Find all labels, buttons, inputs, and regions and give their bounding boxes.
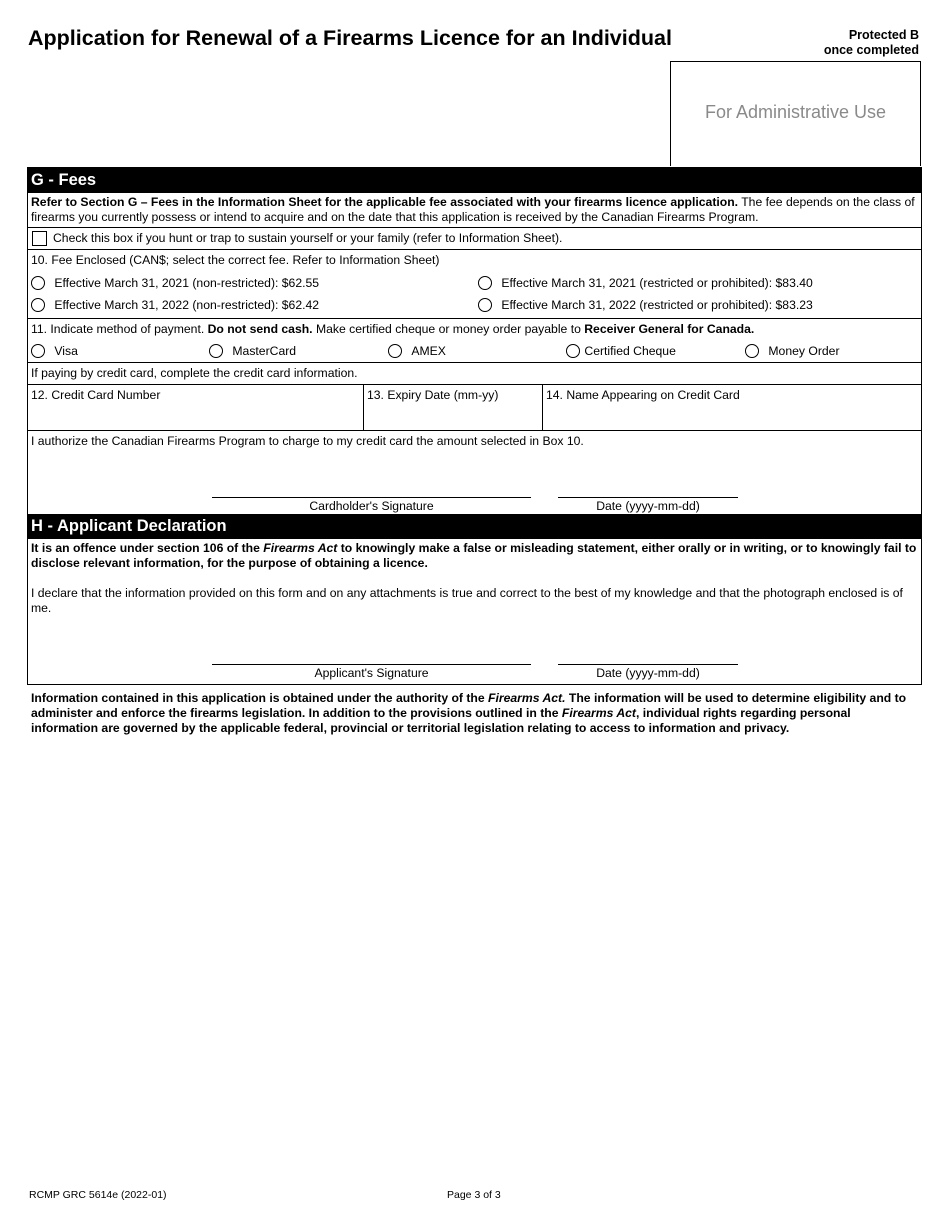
- fees-intro: [28, 193, 921, 228]
- payment-label-text-2: Make certified cheque or money order payable to: [312, 322, 585, 336]
- payment-option-visa[interactable]: [31, 344, 78, 359]
- payment-method-row: [28, 319, 921, 363]
- fee-option-label: Effective March 31, 2022 (non-restricted): $62.42: [54, 298, 320, 312]
- amex-radio[interactable]: [388, 344, 402, 358]
- mastercard-radio[interactable]: [209, 344, 223, 358]
- cardholder-signature-label: Cardholder's Signature: [309, 499, 434, 513]
- cardholder-signature-line[interactable]: [212, 497, 531, 498]
- cardholder-date-label: Date (yyyy-mm-dd): [596, 499, 700, 513]
- fee-option-2022-nonrestricted[interactable]: [31, 298, 319, 313]
- privacy-text-3: , individual rights regarding personal information are governed by the applicable federal, provincial or territorial legislation relating to access to information and privacy.: [31, 706, 851, 735]
- fee-radio-2021-restricted[interactable]: [478, 276, 492, 290]
- section-h-declaration: [27, 514, 922, 685]
- section-g-fees: [27, 167, 922, 519]
- fee-option-2021-nonrestricted[interactable]: [31, 276, 319, 291]
- protected-line-1: Protected B: [848, 28, 919, 42]
- applicant-signature-label: Applicant's Signature: [314, 666, 429, 680]
- applicant-date-line[interactable]: [558, 664, 738, 665]
- offence-text-b: to knowingly make a false or misleading statement, either orally or in writing, or to knowingly fail to disclose relevant information, for the purpose of obtaining a licence.: [31, 541, 917, 570]
- payment-method-label: [31, 322, 754, 337]
- certified-cheque-radio[interactable]: [566, 344, 580, 358]
- card-name-label: 14. Name Appearing on Credit Card: [546, 388, 740, 402]
- fee-option-2022-restricted[interactable]: [478, 298, 813, 313]
- credit-card-number-label: 12. Credit Card Number: [31, 388, 161, 402]
- credit-card-fields-row: [28, 385, 921, 431]
- section-h-header: H - Applicant Declaration: [28, 514, 921, 539]
- no-cash-warning: Do not send cash.: [207, 322, 313, 336]
- payment-option-mastercard[interactable]: [209, 344, 296, 359]
- payment-option-label: Money Order: [768, 344, 840, 358]
- cardholder-date-line[interactable]: [558, 497, 738, 498]
- form-code: RCMP GRC 5614e (2022-01): [29, 1189, 167, 1201]
- payment-option-label: MasterCard: [232, 344, 297, 358]
- declaration-body: [28, 539, 921, 684]
- fee-option-label: Effective March 31, 2021 (restricted or prohibited): $83.40: [501, 276, 813, 290]
- payment-option-label: Visa: [54, 344, 78, 358]
- payment-label-text: 11. Indicate method of payment.: [31, 322, 208, 336]
- fee-option-2021-restricted[interactable]: [478, 276, 813, 291]
- credit-card-note-row: [28, 363, 921, 385]
- payment-option-label: Certified Cheque: [584, 344, 676, 358]
- credit-card-number-field[interactable]: [28, 385, 364, 430]
- firearms-act-italic: Firearms Act: [263, 541, 338, 555]
- fee-radio-2022-restricted[interactable]: [478, 298, 492, 312]
- privacy-notice: [31, 691, 916, 736]
- expiry-date-field[interactable]: [364, 385, 543, 430]
- privacy-act-1: Firearms Act.: [488, 691, 566, 705]
- privacy-text-2: The information will be used to determine eligibility and to administer and enforce the firearms legislation. In addition to the provisions outlined in the: [31, 691, 907, 720]
- fee-option-label: Effective March 31, 2022 (restricted or prohibited): $83.23: [501, 298, 813, 312]
- authorization-text: I authorize the Canadian Firearms Program to charge to my credit card the amount selected in Box 10.: [31, 434, 584, 448]
- hunt-trap-checkbox[interactable]: [32, 231, 47, 246]
- card-name-field[interactable]: [543, 385, 921, 430]
- section-g-header: G - Fees: [28, 168, 921, 193]
- page-title: Application for Renewal of a Firearms Licence for an Individual: [28, 26, 672, 50]
- offence-text-a: It is an offence under section 106 of the: [31, 541, 264, 555]
- applicant-signature-line[interactable]: [212, 664, 531, 665]
- credit-card-note: If paying by credit card, complete the credit card information.: [31, 366, 358, 380]
- fee-radio-2021-nonrestricted[interactable]: [31, 276, 45, 290]
- payment-option-amex[interactable]: [388, 344, 446, 359]
- payment-option-label: AMEX: [411, 344, 446, 358]
- admin-use-box: [670, 61, 921, 166]
- fee-option-label: Effective March 31, 2021 (non-restricted): $62.55: [54, 276, 320, 290]
- applicant-date-label: Date (yyyy-mm-dd): [596, 666, 700, 680]
- fees-intro-text: The fee depends on the class of firearms you currently possess or intend to acquire and on the date that this application is received by the Canadian Firearms Program.: [31, 195, 915, 224]
- authorization-row: [28, 431, 921, 518]
- page-number: Page 3 of 3: [447, 1189, 501, 1201]
- offence-warning: [31, 541, 918, 571]
- hunt-trap-row: [28, 228, 921, 250]
- fees-intro-bold: Refer to Section G – Fees in the Information Sheet for the applicable fee associated with your firearms licence application.: [31, 195, 739, 209]
- privacy-act-2: Firearms Act: [561, 706, 636, 720]
- declaration-statement: I declare that the information provided on this form and on any attachments is true and correct to the best of my knowledge and that the photograph enclosed is of me.: [31, 586, 903, 615]
- expiry-date-label: 13. Expiry Date (mm-yy): [367, 388, 499, 402]
- money-order-radio[interactable]: [745, 344, 759, 358]
- admin-use-label: For Administrative Use: [704, 102, 887, 122]
- fee-radio-2022-nonrestricted[interactable]: [31, 298, 45, 312]
- payment-option-certified-cheque[interactable]: [566, 344, 676, 359]
- protected-line-2: once completed: [823, 43, 919, 57]
- protected-b-notice: [824, 28, 919, 58]
- visa-radio[interactable]: [31, 344, 45, 358]
- fee-enclosed-row: [28, 250, 921, 319]
- payment-option-money-order[interactable]: [745, 344, 840, 359]
- privacy-text-1: Information contained in this application is obtained under the authority of the: [31, 691, 489, 705]
- fee-enclosed-label: 10. Fee Enclosed (CAN$; select the correct fee. Refer to Information Sheet): [31, 253, 440, 267]
- receiver-general: Receiver General for Canada.: [584, 322, 755, 336]
- hunt-trap-label: Check this box if you hunt or trap to sustain yourself or your family (refer to Information Sheet).: [53, 231, 563, 245]
